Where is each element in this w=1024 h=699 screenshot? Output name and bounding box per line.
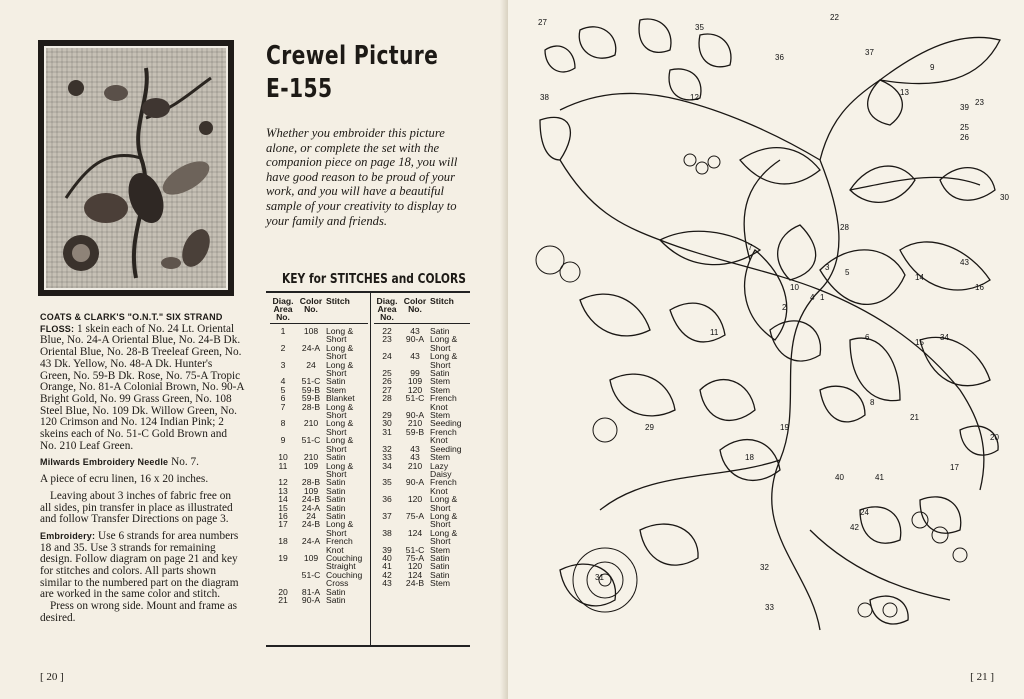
diagram-area-label: 21 [910, 413, 919, 422]
embroidery-text: Use 6 strands for area numbers 18 and 35. Use 3 strands for remaining design. Follow diagram on page 21 and key for stitches and colors. All parts shown similar to the numbered part on the diagram are worked in the same color and stitch. [40, 529, 239, 601]
key-area-number: 11 [278, 460, 288, 471]
diagram-area-label: 5 [845, 268, 850, 277]
key-color-number: 59-B [301, 393, 321, 404]
key-row [374, 352, 470, 369]
key-color-number: 210 [407, 460, 423, 471]
key-stitch: Satin [326, 595, 346, 605]
key-color-number: 75-A [405, 552, 425, 563]
diagram-area-label: 12 [690, 93, 699, 102]
diagram-area-label: 40 [835, 473, 844, 482]
key-stitch: Long & Short [430, 494, 458, 513]
diagram-area-label: 1 [820, 293, 825, 302]
diagram-area-label: 37 [865, 48, 874, 57]
key-color-number: 59-B [301, 384, 321, 395]
key-area-number: 20 [278, 586, 288, 597]
key-stitch: Satin [326, 485, 346, 496]
key-stitch: Stem [430, 410, 451, 421]
key-area-number: 22 [382, 326, 392, 336]
key-row [374, 529, 470, 546]
diagram-area-label: 24 [860, 508, 869, 517]
crewel-photo-embroidery [46, 48, 226, 288]
key-color-number: 28-B [301, 477, 321, 488]
key-row [270, 596, 368, 604]
diagram-area-label: 4 [810, 293, 815, 302]
key-row [374, 579, 470, 587]
key-stitch: Satin [430, 561, 450, 572]
key-area-number: 2 [280, 342, 286, 353]
key-stitch: Lazy Daisy [430, 460, 452, 479]
key-row [374, 428, 470, 445]
key-column-right [374, 297, 470, 588]
page-number-left: [ 20 ] [40, 671, 64, 683]
diagram-area-label: 2 [782, 303, 787, 312]
key-color-number: 24-A [301, 342, 321, 353]
key-stitch: Long & Short [430, 334, 458, 353]
key-color-number: 99 [410, 368, 420, 379]
diagram-area-label: 19 [780, 423, 789, 432]
diagram-area-label: 41 [875, 473, 884, 482]
key-area-number: 25 [382, 368, 392, 379]
key-area-number: 7 [280, 401, 286, 412]
key-stitch: Long & Short [430, 351, 458, 370]
key-area-number: 42 [382, 569, 392, 580]
key-color-number: 108 [303, 326, 319, 336]
diagram-area-label: 43 [960, 258, 969, 267]
key-stitch: Stem [430, 384, 451, 395]
key-area-number: 38 [382, 527, 392, 538]
key-color-number: 210 [407, 418, 423, 429]
key-stitch: French Knot [326, 536, 353, 555]
key-stitch: Satin [326, 477, 346, 488]
key-stitch: Stem [326, 384, 347, 395]
diagram-area-label: 36 [775, 53, 784, 62]
key-area-number: 37 [382, 510, 392, 521]
key-area-number: 13 [278, 485, 288, 496]
key-stitch: Stem [430, 376, 451, 387]
key-color-number: 124 [407, 569, 423, 580]
key-row [374, 495, 470, 512]
key-stitch: Satin [430, 368, 450, 379]
key-area-number: 6 [280, 393, 286, 404]
key-color-number: 210 [303, 418, 319, 429]
diagram-area-label: 39 [960, 103, 969, 112]
key-color-number: 24-A [301, 502, 321, 513]
diagram-area-label: 30 [1000, 193, 1009, 202]
key-row [270, 361, 368, 378]
key-row [270, 571, 368, 588]
key-row [270, 537, 368, 554]
diagram-area-label: 6 [865, 333, 870, 342]
key-area-number: 10 [278, 452, 288, 463]
key-color-number: 43 [410, 326, 420, 336]
diagram-area-label: 20 [990, 433, 999, 442]
diagram-area-label: 28 [840, 223, 849, 232]
key-color-number: 90-A [301, 595, 321, 605]
key-area-number: 4 [280, 376, 286, 387]
key-area-number: 32 [382, 443, 392, 454]
title-line-1: Crewel Picture [266, 41, 439, 71]
key-stitch: Satin [326, 510, 346, 521]
key-stitch: Satin [326, 452, 346, 463]
key-color-number: 109 [407, 376, 423, 387]
key-stitch: Stem [430, 452, 451, 463]
key-color-number: 24-B [301, 519, 321, 530]
key-color-number: 90-A [405, 477, 425, 488]
materials-heading: COATS & CLARK'S "O.N.T." SIX STRAND FLOSS: [40, 312, 223, 334]
key-area-number: 23 [382, 334, 392, 345]
left-page [0, 0, 508, 699]
key-area-number: 5 [280, 384, 286, 395]
diagram-area-label: 38 [540, 93, 549, 102]
diagram-area-label: 27 [538, 18, 547, 27]
key-area-number: 3 [280, 359, 286, 370]
key-row [270, 554, 368, 571]
key-color-number: 75-A [405, 510, 425, 521]
key-row [270, 403, 368, 420]
key-color-number: 51-C [301, 569, 321, 580]
diagram-area-label: 32 [760, 563, 769, 572]
diagram-area-label: 29 [645, 423, 654, 432]
key-area-number [270, 571, 296, 588]
key-area-number: 43 [382, 578, 392, 589]
key-color-number: 43 [410, 452, 420, 463]
key-area-number: 19 [278, 552, 288, 563]
key-area-number: 17 [278, 519, 288, 530]
key-header-area: Diag. Area No. [376, 296, 398, 322]
key-row [374, 512, 470, 529]
key-color-number: 90-A [405, 410, 425, 421]
key-header-stitch: Stitch [430, 296, 454, 306]
key-area-number: 24 [382, 351, 392, 362]
key-row [374, 478, 470, 495]
key-color-number: 210 [303, 452, 319, 463]
press-text: Press on wrong side. Mount and frame as desired. [40, 600, 237, 624]
key-area-number: 21 [278, 595, 288, 605]
key-stitch: Long & Short [326, 435, 354, 454]
instructions [40, 312, 244, 625]
key-area-number: 8 [280, 418, 286, 429]
embroidery-heading: Embroidery: [40, 530, 96, 541]
key-area-number: 34 [382, 460, 392, 471]
page-number-right: [ 21 ] [970, 671, 994, 683]
key-color-number: 51-C [301, 376, 321, 387]
key-stitch: Couching Straight [326, 552, 363, 572]
diagram-area-label: 18 [745, 453, 754, 462]
key-stitch: Long & Short [326, 326, 354, 345]
key-header-color: Color No. [403, 296, 427, 314]
key-row [270, 419, 368, 436]
stitch-diagram-svg [520, 10, 1020, 650]
key-color-number: 24 [306, 510, 316, 521]
transfer-text: Leaving about 3 inches of fabric free on all sides, pin transfer in place as illustrated and follow Transfer Directions on page 3. [40, 489, 233, 526]
key-header-stitch: Stitch [326, 296, 350, 306]
key-stitch: Satin [326, 376, 346, 387]
key-stitch: Satin [326, 502, 346, 513]
key-stitch: Blanket [326, 393, 355, 404]
key-stitch: Long & Short [430, 510, 458, 530]
key-area-number: 18 [278, 536, 288, 547]
key-area-number: 14 [278, 494, 288, 505]
key-stitch: Long & Short [326, 401, 354, 421]
diagram-area-label: 13 [900, 88, 909, 97]
key-stitch: French Knot [430, 393, 457, 412]
key-area-number: 30 [382, 418, 392, 429]
key-color-number: 24 [306, 359, 316, 370]
diagram-area-label: 33 [765, 603, 774, 612]
key-color-number: 90-A [405, 334, 425, 345]
key-color-number: 120 [407, 494, 423, 505]
key-color-number: 43 [410, 443, 420, 454]
key-row [270, 436, 368, 453]
key-row [270, 520, 368, 537]
key-stitch: Stem [430, 578, 451, 589]
key-color-number: 24-B [301, 494, 321, 505]
key-row [374, 394, 470, 411]
key-area-number: 33 [382, 452, 392, 463]
key-color-number: 24-B [405, 578, 425, 589]
page-title [266, 40, 438, 106]
diagram-area-label: 42 [850, 523, 859, 532]
diagram-area-label: 35 [695, 23, 704, 32]
key-area-number: 41 [382, 561, 392, 572]
diagram-area-label: 7 [748, 243, 753, 252]
key-row [270, 344, 368, 361]
key-stitch: Satin [326, 494, 346, 505]
key-stitch: Long & Short [326, 359, 354, 379]
key-color-number: 51-C [405, 544, 425, 555]
needle-text: No. 7. [171, 456, 200, 469]
key-stitch: Seeding [430, 418, 462, 429]
key-stitch: French Knot [430, 426, 457, 446]
key-color-number: 51-C [301, 435, 321, 446]
key-area-number: 39 [382, 544, 392, 555]
key-stitch: Seeding [430, 443, 462, 454]
key-color-number: 109 [303, 552, 319, 563]
key-area-number: 40 [382, 552, 392, 563]
title-line-2: E-155 [266, 74, 333, 104]
key-color-number: 109 [303, 485, 319, 496]
key-header-area: Diag. Area No. [272, 296, 294, 322]
key-color-number: 124 [407, 527, 423, 538]
key-stitch: Long & Short [326, 519, 354, 538]
key-column-left [270, 297, 368, 604]
key-stitch: French Knot [430, 477, 457, 496]
key-area-number: 26 [382, 376, 392, 387]
key-stitch: Long & Short [326, 418, 354, 437]
key-stitch: Stem [430, 544, 451, 555]
key-area-number: 12 [278, 477, 288, 488]
key-area-number: 27 [382, 384, 392, 395]
key-stitch: Satin [430, 326, 450, 336]
key-color-number: 51-C [405, 393, 425, 404]
stitch-diagram [520, 10, 1020, 650]
key-area-number: 16 [278, 510, 288, 521]
key-area-number: 15 [278, 502, 288, 513]
linen-text: A piece of ecru linen, 16 x 20 inches. [40, 473, 209, 486]
key-row [270, 462, 368, 479]
crewel-photo [38, 40, 234, 296]
key-area-number: 36 [382, 494, 392, 505]
stitch-key-table [266, 291, 470, 647]
key-stitch: Satin [430, 552, 450, 563]
key-color-number: 81-A [301, 586, 321, 597]
key-area-number: 9 [280, 435, 286, 446]
diagram-area-label: 10 [790, 283, 799, 292]
key-color-number: 120 [407, 561, 423, 572]
key-stitch: Long & Short [326, 342, 354, 362]
intro-text: Whether you embroider this picture alone, or complete the set with the companion piece on page 18, you will have good reason to be proud of your work, and you will have a beautiful sample of your creativity to display to your family and friends. [266, 126, 458, 228]
diagram-area-label: 16 [975, 283, 984, 292]
key-area-number: 29 [382, 410, 392, 421]
diagram-area-label: 34 [940, 333, 949, 342]
key-area-number: 35 [382, 477, 392, 488]
diagram-area-label: 17 [950, 463, 959, 472]
key-row [374, 462, 470, 479]
key-color-number: 43 [410, 351, 420, 362]
needle-heading: Milwards Embroidery Needle [40, 457, 169, 468]
key-stitch: Satin [430, 569, 450, 580]
key-stitch: Couching Cross [326, 569, 363, 589]
diagram-area-label: 26 [960, 133, 969, 142]
key-color-number: 24-A [301, 536, 321, 547]
key-row [374, 335, 470, 352]
materials-text: 1 skein each of No. 24 Lt. Oriental Blue, No. 24-A Oriental Blue, No. 24-B Dk. Oriental Blue, No. 28-B Treeleaf Green, No. 43 Dk. Yellow, No. 48-A Dk. Hunter's Green, No. 59-B Dk. Rose, No. 75-A Tropic Orange, No. 81-A Colonial Brown, No. 90-A Bright Gold, No. 99 Grass Green, No. 108 Steel Blue, No. 109 Dk. Willow Green, No. 120 Crimson and No. 124 Indian Pink; 2 skeins each of No. 51-C Gold Brown and No. 210 Leaf Green. [40, 322, 244, 452]
key-heading: KEY for STITCHES and COLORS [282, 272, 466, 287]
diagram-area-label: 22 [830, 13, 839, 22]
diagram-area-label: 15 [915, 338, 924, 347]
key-row [270, 327, 368, 344]
diagram-area-label: 8 [870, 398, 875, 407]
diagram-area-label: 3 [825, 263, 830, 272]
key-area-number: 1 [280, 326, 286, 336]
diagram-area-label: 11 [710, 328, 719, 337]
diagram-area-label: 9 [930, 63, 935, 72]
key-stitch: Long & Short [326, 460, 354, 479]
key-stitch: Satin [326, 586, 346, 597]
key-color-number: 120 [407, 384, 423, 395]
diagram-area-label: 31 [595, 573, 604, 582]
diagram-area-label: 23 [975, 98, 984, 107]
key-color-number: 59-B [405, 426, 425, 437]
key-header-color: Color No. [299, 296, 323, 314]
key-stitch: Long & Short [430, 527, 458, 547]
diagram-area-label: 14 [915, 273, 924, 282]
key-color-number: 109 [303, 460, 319, 471]
diagram-area-label: 25 [960, 123, 969, 132]
key-area-number: 28 [382, 393, 392, 404]
key-color-number: 28-B [301, 401, 321, 412]
key-area-number: 31 [382, 426, 392, 437]
